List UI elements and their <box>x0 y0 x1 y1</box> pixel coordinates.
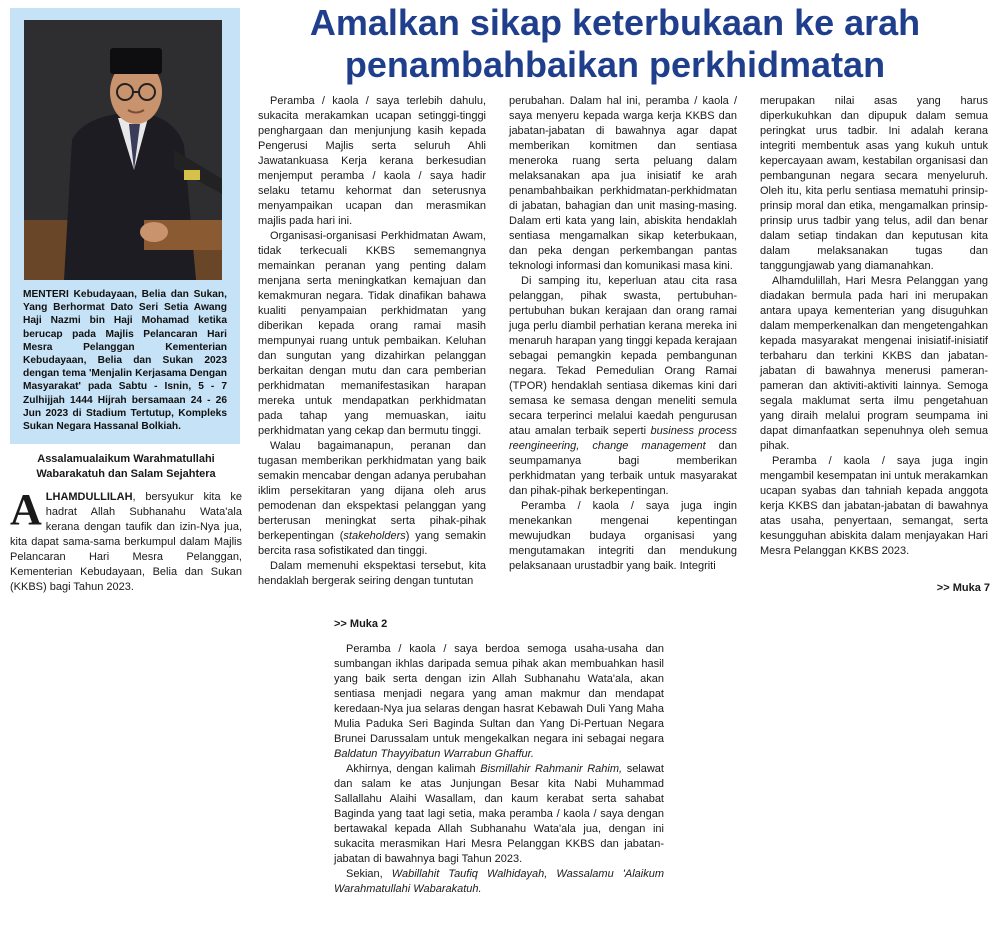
paragraph <box>334 867 664 897</box>
photo-caption: MENTERI Kebudayaan, Belia dan Sukan, Yang Berhormat Dato Seri Setia Awang Haji Nazmi bin Haji Mohamad ketika berucap pada Majlis Pelancaran Hari Mesra Pelanggan Kementerian Kebudayaan, Belia dan Sukan 2023 dengan tema 'Menjalin Kerjasama Dengan Masyarakat' pada Sabtu - Isnin, 5 - 7 Zulhijjah 1444 Hijrah bersamaan 24 - 26 Jun 2023 di Stadium Tertutup, Kompleks Sukan Negara Hassanal Bolkiah. <box>23 289 227 433</box>
paragraph: perubahan. Dalam hal ini, peramba / kaola / saya menyeru kepada warga kerja KKBS dan jabatan-jabatan di bawahnya agar dapat memberikan komitmen dan sentiasa meneroka ruang serta peluang dalam melaksanakan apa jua inisiatif ke arah penambahbaikan perkhidmatan-perkhidmatan di jabatan, bahagian dan unit masing-masing. Dalam erti kata yang lain, abiskita hendaklah sentiasa mengamalkan sikap keterbukaan, dan peka dengan perkembangan pantas teknologi informasi dan komunikasi masa kini. <box>509 95 737 272</box>
intro-lead: LHAMDULLILAH <box>45 491 133 503</box>
paragraph <box>509 274 737 499</box>
text-run: selawat dan salam ke atas Junjungan Besar kita Nabi Muhammad Sallallahu Alaihi Wasallam, dan kaum kerabat serta sahabat Baginda yang taat lagi setia, maka peramba / kaola / saya dengan bertawakal kepada Allah Subhanahu Wata'ala jua, dengan ini sukacita merasmikan Hari Mesra Pelanggan KKBS dan jabatan-jabatan di bawahnya bagi Tahun 2023. <box>334 763 664 865</box>
continuation-block <box>334 642 664 897</box>
paragraph <box>334 762 664 867</box>
paragraph: merupakan nilai asas yang harus diperkukuhkan dan dipupuk dalam semua peringkat urus tadbir. Ini adalah kerana integriti membentuk asas yang kukuh untuk kepercayaan awam, kestabilan organisasi dan pembangunan negara secara menyeluruh. Oleh itu, kita perlu sentiasa mematuhi prinsip-prinsip moral dan etika, mengamalkan prinsip-prinsip urus tadbir yang telus, adil dan benar dalam setiap tindakan dan keputusan kita dalam melaksanakan tugas dan tanggungjawab yang diamanahkan. <box>760 95 988 272</box>
drop-cap: A <box>10 485 42 534</box>
italic-text: business process reengineering, change management <box>509 425 737 452</box>
paragraph: Alhamdulillah, Hari Mesra Pelanggan yang diadakan bermula pada hari ini merupakan antara upaya kementerian yang disuguhkan dalam memperkenalkan dan mengetengahkan kepada masyarakat mengenai inisiatif-inisiatif terbaharu dan terkini KKBS dan jabatan-jabatan di bawahnya menerusi pameran-pameran dan aktiviti-aktiviti lainnya. Semoga segala maklumat serta ilmu pengetahuan yang diraih melalui program seumpama ini dapat dimanfaatkan sepenuhnya oleh semua pihak. <box>760 275 988 452</box>
italic-text: Baldatun Thayyibatun Warrabun Ghaffur. <box>334 748 534 760</box>
article-column-1 <box>258 94 486 589</box>
paragraph: Peramba / kaola / saya juga ingin mengambil kesempatan ini untuk merakamkan ucapan syabas dan tahniah kepada anggota kerja KKBS dan jabatan-jabatan di bawahnya atas usaha, penyertaan, semangat, serta kesungguhan abiskita dalam menjayakan Hari Mesra Pelanggan KKBS 2023. <box>760 455 988 557</box>
continued-from-page-2-label: >> Muka 2 <box>334 618 388 630</box>
paragraph <box>258 439 486 559</box>
intro-paragraph <box>10 485 242 595</box>
headline-line-1: Amalkan sikap keterbukaan ke arah <box>309 2 921 43</box>
text-run: Akhirnya, dengan kalimah <box>346 763 481 775</box>
italic-text: Wabillahit Taufiq Walhidayah, Wassalamu 'Alaikum Warahmatullahi Wabarakatuh. <box>334 868 664 895</box>
italic-text: stakeholders <box>343 530 406 542</box>
text-run: ) yang semakin bercita rasa sofistikated dan tinggi. <box>258 530 486 557</box>
text-run: Walau bagaimanapun, peranan dan tugasan memberikan perkhidmatan yang baik semakin mencabar dengan adanya perubahan iklim persekitaran yang dijana oleh arus pemodenan dan ekspektasi pelanggan yang berterusan meningkat serta pihak-pihak berkepentingan ( <box>258 440 486 542</box>
paragraph <box>334 642 664 762</box>
article-column-3 <box>760 94 988 559</box>
text-run: dan seumpamanya bagi memberikan perkhidmatan yang terbaik untuk masyarakat dan pihak-pihak berkepentingan. <box>509 440 737 497</box>
minister-photo <box>24 20 222 280</box>
headline <box>240 2 990 86</box>
paragraph: Peramba / kaola / saya terlebih dahulu, sukacita merakamkan ucapan setinggi-tinggi penghargaan dan menjunjung kasih kepada Pengerusi Majlis serta seluruh Ahli Jawatankuasa Kerja kerana berkesudian menjemput peramba / kaola / saya hadir selaku tetamu kehormat dan seterusnya menyampaikan ucapan dan merasmikan majlis pada hari ini. <box>258 95 486 227</box>
text-run: Peramba / kaola / saya berdoa semoga usaha-usaha dan sumbangan ikhlas daripada semua pihak akan membuahkan hasil yang baik serta dengan izin Allah Subhanahu Wata'ala, akan sentiasa menjadi negara yang aman makmur dan mendapat keredaan-Nya jua selaras dengan hasrat Kebawah Duli Yang Maha Mulia Paduka Seri Baginda Sultan dan Yang Di-Pertuan Negara Brunei Darussalam untuk mengekalkan negara ini sebagai negara <box>334 643 664 745</box>
headline-line-2: penambahbaikan perkhidmatan <box>344 44 886 85</box>
continue-page-7-link[interactable]: >> Muka 7 <box>936 582 990 594</box>
article-column-2 <box>509 94 737 574</box>
greeting: Assalamualaikum Warahmatullahi Wabarakatuh dan Salam Sejahtera <box>36 453 216 480</box>
minister-illustration <box>24 20 222 280</box>
text-run: Di samping itu, keperluan atau cita rasa pelanggan, pihak swasta, pertubuhan-pertubuhan bukan kerajaan dan orang ramai juga perlu diambil perhatian kerana mereka ini menaruh harapan yang tinggi kepada kerajaan sebagai pemangkin kepada pembangunan negara. Tekad Pemedulian Orang Ramai (TPOR) hendaklah sentiasa dikemas kini dari semasa ke semasa dengan meneliti semula secara terperinci melalui kaedah pengurusan atau amalan terbaik seperti <box>509 275 737 437</box>
text-run: Sekian, <box>346 868 392 880</box>
italic-text: Bismillahir Rahmanir Rahim, <box>480 763 623 775</box>
intro-text: , bersyukur kita ke hadrat Allah Subhanahu Wata'ala kerana dengan taufik dan izin-Nya jua, kita dapat sama-sama berkumpul dalam Majlis Pelancaran Hari Mesra Pelanggan, Kementerian Kebudayaan, Belia dan Sukan (KKBS) bagi Tahun 2023. <box>10 491 242 593</box>
paragraph: Peramba / kaola / saya juga ingin menekankan mengenai kepentingan mewujudkan budaya organisasi yang mengutamakan integriti dan mendukung pelaksanaan urustadbir yang baik. Integriti <box>509 500 737 572</box>
photo-caption-box <box>10 8 240 444</box>
paragraph: Dalam memenuhi ekspektasi tersebut, kita hendaklah bergerak seiring dengan tuntutan <box>258 560 486 587</box>
paragraph: Organisasi-organisasi Perkhidmatan Awam, tidak terkecuali KKBS sememangnya memainkan peranan yang penting dalam menjana serta meningkatkan kemajuan dan kemakmuran negara. Tidak dinafikan bahawa kualiti penyampaian perkhidmatan yang diberikan kepada orang ramai masih mempunyai ruang untuk pembaikan. Keluhan dan sungutan yang dizahirkan pelanggan berkaitan dengan mutu dan cara pemberian perkhidmatan memanifestasikan harapan mereka untuk mendapatkan perkhidmatan pada tahap yang memuaskan, iaitu perkhidmatan yang cekap dan bermutu tinggi. <box>258 230 486 437</box>
